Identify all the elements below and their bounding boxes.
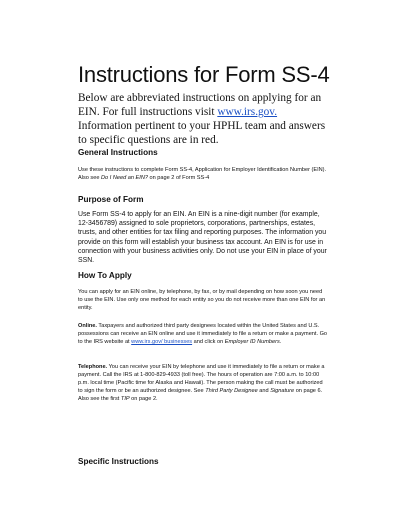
intro-paragraph — [78, 91, 328, 147]
telephone-paragraph — [78, 363, 328, 403]
telephone-text: You can receive your EIN by telephone and use it immediately to file a return or make a payment. Call the IRS at 1-800-829-4933 (toll free). The hours of operation are 7:00 a.m. to 10:00 p.m. local time (Pacific time for Alaska and Hawaii). The person making the call must be authorized to sign the form or be an authorized designee. See — [78, 364, 325, 394]
telephone-italic-1: Third Party Designee — [205, 388, 258, 394]
general-text-2: on page 2 of Form SS-4 — [147, 175, 210, 181]
telephone-text-3: on page 2. — [129, 396, 158, 402]
how-to-apply-heading: How To Apply — [78, 271, 132, 280]
purpose-text: Use Form SS-4 to apply for an EIN. An EIN is a nine-digit number (for example, 12-3456789) assigned to sole proprietors, corporations, partnerships, estates, trusts, and other entities for tax filing and reporting purposes. The information you provide on this form will establish your business tax account. An EIN is for use in connection with your business activities only. Do not use your EIN in place of your SSN. — [78, 211, 327, 265]
online-italic: Employer ID Numbers. — [224, 339, 282, 345]
telephone-text-2: on page 6. Also see the first — [78, 388, 323, 402]
irs-businesses-link[interactable]: www.irs.gov/ businesses — [131, 339, 193, 345]
telephone-label: Telephone. — [78, 364, 108, 370]
intro-text: Below are abbreviated instructions on applying for an EIN. For full instructions visit — [78, 92, 322, 119]
irs-link[interactable]: www.irs.gov. — [217, 106, 278, 119]
online-label: Online. — [78, 323, 97, 329]
page-title: Instructions for Form SS-4 — [78, 62, 330, 87]
general-instructions-text — [78, 166, 328, 182]
telephone-italic-2: Signature — [270, 388, 295, 394]
general-instructions-heading: General Instructions — [78, 148, 158, 157]
general-text: Use these instructions to complete Form SS-4, Application for Employer Identification Number (EIN). Also see — [78, 167, 327, 181]
specific-instructions-heading: Specific Instructions — [78, 457, 159, 466]
purpose-heading: Purpose of Form — [78, 195, 144, 204]
intro-text-2: Information pertinent to your HPHL team and answers to specific questions are in red. — [78, 120, 326, 147]
telephone-and: and — [257, 388, 271, 394]
online-text: Taxpayers and authorized third party designees located within the United States and U.S. possessions can receive an EIN online and use it immediately to file a return or make a payment. Go to the IRS website at — [78, 323, 328, 345]
online-text-2: and click on — [192, 339, 225, 345]
telephone-italic-3: TIP — [120, 396, 130, 402]
how-to-apply-intro: You can apply for an EIN online, by telephone, by fax, or by mail depending on how soon you need to use the EIN. Use only one method for each entity so you do not receive more than one EIN for an entity. — [78, 289, 326, 311]
general-italic: Do I Need an EIN? — [101, 175, 148, 181]
online-paragraph — [78, 322, 328, 346]
